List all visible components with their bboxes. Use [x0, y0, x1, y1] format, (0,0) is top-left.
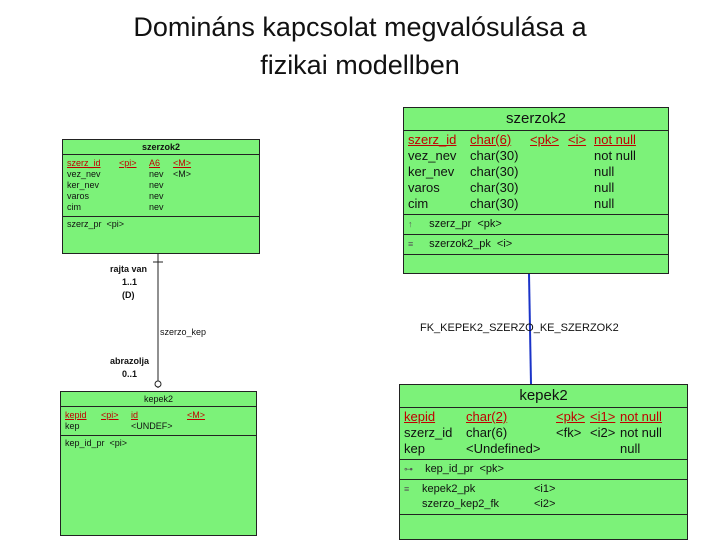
attr-key: <pi> [119, 158, 137, 168]
key-icon: ⊶ [404, 464, 413, 474]
attr-name: vez_nev [67, 169, 101, 179]
attribute-row [67, 169, 255, 180]
attr-mandatory: <M> [173, 169, 192, 179]
index-ref: <i1> [534, 483, 556, 495]
attribute-row [67, 191, 255, 202]
attr-name: szerz_id [67, 158, 101, 168]
key-row [400, 460, 687, 480]
col-name: varos [408, 180, 440, 195]
index-text: szerzo_kep2_fk [422, 498, 500, 510]
col-name: szerz_id [404, 425, 453, 440]
index-row [404, 497, 683, 512]
attr-domain: id [131, 410, 139, 420]
col-name: kepid [404, 409, 436, 424]
attribute-list [63, 155, 259, 217]
column-list [404, 131, 668, 215]
col-type: char(6) [466, 425, 508, 440]
col-name: kep [404, 441, 425, 456]
attr-domain: nev [149, 180, 164, 190]
col-name: vez_nev [408, 148, 457, 163]
index-text: szerzok2_pk <i> [429, 238, 513, 250]
key-row [404, 215, 668, 235]
column-row [404, 425, 683, 441]
attr-name: cim [67, 202, 81, 212]
cardinality-2: 0..1 [122, 369, 138, 379]
dominance-label: (D) [122, 290, 135, 300]
attribute-row [65, 410, 252, 421]
table-kepek2-physical[interactable] [399, 384, 688, 540]
col-type: char(30) [470, 196, 519, 211]
entity-name: kepek2 [61, 392, 256, 407]
col-index: <i1> [590, 409, 616, 424]
col-type: char(2) [466, 409, 508, 424]
identifier: szerz_pr <pi> [67, 219, 125, 229]
col-null: null [594, 180, 615, 195]
key-text: szerz_pr <pk> [429, 218, 502, 230]
col-null: not null [594, 132, 636, 147]
col-key: <fk> [556, 425, 582, 440]
attr-name: kepid [65, 410, 87, 420]
index-ref: <i2> [534, 498, 556, 510]
col-type: char(30) [470, 164, 519, 179]
entity-name: szerzok2 [63, 140, 259, 155]
attr-mandatory: <M> [173, 158, 192, 168]
fk-label: FK_KEPEK2_SZERZO_KE_SZERZOK2 [420, 322, 619, 334]
entity-kepek2-conceptual[interactable] [60, 391, 257, 536]
relationship-name: szerzo_kep [160, 327, 207, 337]
col-type: char(6) [470, 132, 512, 147]
index-text: kepek2_pk [422, 483, 476, 495]
col-index: <i> [568, 132, 587, 147]
role-label-2: abrazolja [110, 356, 150, 366]
attr-domain: nev [149, 191, 164, 201]
key-text: kep_id_pr <pk> [425, 463, 504, 475]
attr-name: ker_nev [67, 180, 100, 190]
column-list [400, 408, 687, 460]
column-row [408, 148, 664, 164]
entity-szerzok2-conceptual[interactable] [62, 139, 260, 254]
role-label-1: rajta van [110, 264, 148, 274]
col-type: char(30) [470, 180, 519, 195]
col-null: null [620, 441, 641, 456]
attribute-row [67, 202, 255, 213]
col-name: cim [408, 196, 429, 211]
attr-domain: nev [149, 169, 164, 179]
attribute-row [65, 421, 252, 432]
column-row [404, 441, 683, 457]
table-szerzok2-physical[interactable] [403, 107, 669, 274]
index-row [404, 482, 683, 497]
column-row [408, 180, 664, 196]
attr-name: varos [67, 191, 90, 201]
index-icon [404, 497, 416, 512]
index-row [404, 235, 668, 255]
attr-mandatory: <M> [187, 410, 206, 420]
col-key: <pk> [556, 409, 585, 424]
title-line-1: Domináns kapcsolat megvalósulása a [133, 12, 587, 42]
col-name: szerz_id [408, 132, 457, 147]
attribute-row [67, 180, 255, 191]
column-row [408, 164, 664, 180]
optional-circle [155, 381, 161, 387]
col-null: null [594, 164, 615, 179]
table-name: szerzok2 [404, 108, 668, 131]
attribute-list [61, 407, 256, 436]
attr-name: kep [65, 421, 80, 431]
title-line-2: fizikai modellben [260, 50, 460, 80]
cardinality-1: 1..1 [122, 277, 138, 287]
index-icon: ≡ [408, 239, 414, 249]
attribute-row [67, 158, 255, 169]
attr-key: <pi> [101, 410, 119, 420]
key-icon: ↑ [408, 219, 413, 229]
column-row [408, 196, 664, 212]
col-null: not null [620, 425, 662, 440]
col-null: null [594, 196, 615, 211]
col-null: not null [620, 409, 662, 424]
col-index: <i2> [590, 425, 616, 440]
col-type: <Undefined> [466, 441, 541, 456]
col-name: ker_nev [408, 164, 455, 179]
attr-domain: A6 [149, 158, 161, 168]
column-row [404, 409, 683, 425]
attr-domain: nev [149, 202, 164, 212]
index-icon: ≡ [404, 484, 410, 494]
col-null: not null [594, 148, 636, 163]
table-name: kepek2 [400, 385, 687, 408]
column-row [408, 132, 664, 148]
col-type: char(30) [470, 148, 519, 163]
col-key: <pk> [530, 132, 559, 147]
index-list [400, 480, 687, 515]
attr-domain: <UNDEF> [131, 421, 173, 431]
identifier: kep_id_pr <pi> [65, 438, 128, 448]
